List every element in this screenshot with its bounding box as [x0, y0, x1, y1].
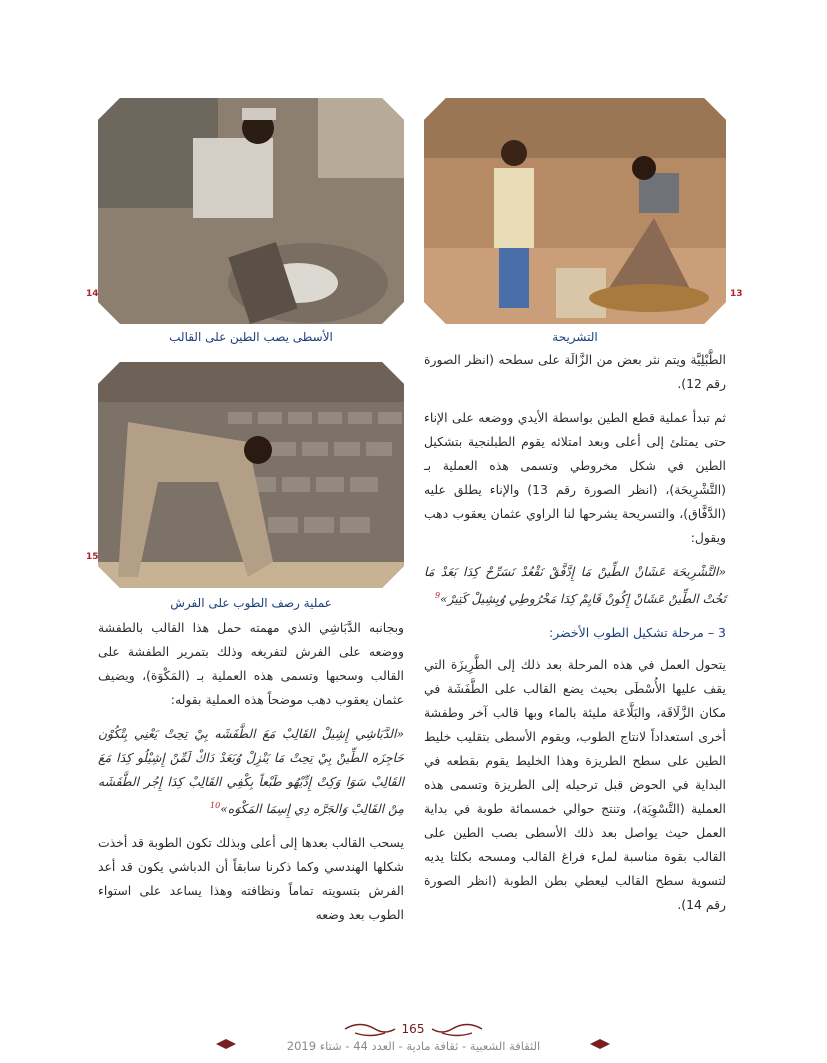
paragraph: ثم تبدأ عملية قطع الطين بواسطة الأيدي ووضعه على الإناء حتى يمتلئ إلى أعلى وبعد امتلائه يقوم الطبلنجية بتشكيل الطين في شكل مخروطي وتسمى هذه العملية بـ (التَّشْرِيحَة)، (انظر الصورة رقم 13) والإناء يطلق عليه (الدَّفَّاق)، والتسريحة يشرحها لنا الراوي عثمان يعقوب دهب ويقول: [424, 410, 726, 545]
photo-laying-bricks-image [98, 362, 404, 588]
left-text-column [98, 616, 404, 937]
photo-tashriha-image [424, 98, 726, 324]
issue-info: الثقافة الشعبية - ثقافة مادية - العدد 44 - شتاء 2019 [286, 1039, 541, 1053]
paragraph: وبجانبه الدَّبَاشِي الذي مهمته حمل هذا القالب بالطفشة ووضعه على الفرش لتفريغه وذلك بتمرير الطفشة على القالب وسحبها وتسمى هذه العملية بـ (المَكْوَة)، ويضيف عثمان يعقوب دهب موضحاً هذه العملية بقوله: [98, 620, 404, 707]
photo-laying-bricks [98, 362, 404, 588]
paragraph: يتحول العمل في هذه المرحلة بعد ذلك إلى الطَّرِيزَة التي يقف عليها الأُسْطَى بحيث يضع القالب على الطَّفَشَة في مكان الزَّلَاقَة، والبَلَّاعَة مليئة بالماء وبها قالب آخر وطفشة أخرى استعداداً لانتاج الطوب، ويقوم الأسطى بتقليب خليط الطين على سطح الطريزة وهذا الخليط يقوم بقطعه في البداية في الحوض قبل ترحيله إلى الطريزة وتسمى هذه العملية (التَّسْوِيَة)، وتنتج حوالي خمسمائة طوبة في بداية العمل حيث يواصل بعد ذلك الأسطى بصب الطين على القالب بقوة مناسبة لملء فراغ القالب ومسحه بكلتا يديه لتسوية سطح القالب ليعطي بطن الطوبة (انظر الصورة رقم 14). [424, 657, 726, 913]
paragraph: يسحب القالب بعدها إلى أعلى وبذلك تكون الطوبة قد أخذت شكلها الهندسي وكما ذكرنا سابقاً أن الدباشي يكون قد أعد الفرش بتسويته تماماً ونظافته وهذا يساعد على استواء الطوب بعد وضعه [98, 835, 404, 923]
footnote-ref: 9 [434, 591, 441, 600]
quote-text: «الدَّبَاشِي إِشِيلْ القَالِبْ مَعَ الطَّفَشَه بِيْ تِحِتْ يَعْنِي بِتْكُوْن حَاجِزَه الطِّينْ بِيْ تِحِتْ مَا يَنْزِلْ وُبَعَدْ دَاكْ لَمِّنْ إِشِيْلُو كِدَا مَعَ القَالِبْ سَوَا وَكِتْ إِدِّيْهُو طَبْعاً بِكْفِي القَالِبْ كِدَا إِجُر الطَّفَشَه مِنْ القَالِبْ وَالجَرَّه دِي إِسِمَا المَكْوَه» [98, 727, 404, 817]
photo-tashriha [424, 98, 726, 324]
right-text-column [424, 348, 726, 927]
quote-text: «التَّشْرِيحَة عَشَانْ الطِّينْ مَا إِدَّفَّقْ نَقْعُدْ نَسَرِّحْ كِدَا بَعَدْ مَا تَخُتْ الطِّينْ عَشَانْ إِكُونْ قَايِمْ كِدَا مَخْرُوطِي وُيِشِيلْ كَتِيرْ» [424, 565, 726, 607]
photo-13-number: 13 [730, 289, 743, 299]
photo-13-caption: التشريحة [552, 330, 598, 344]
photo-14-caption: الأسطى يصب الطين على القالب [169, 330, 333, 344]
quote [98, 722, 404, 821]
photo-pouring-clay-image [98, 98, 404, 324]
photo-15-number: 15 [86, 552, 99, 562]
footnote-ref: 10 [210, 801, 221, 810]
section-heading: 3 – مرحلة تشكيل الطوب الأخضر: [548, 625, 726, 641]
quote [424, 560, 726, 611]
photo-pouring-clay [98, 98, 404, 324]
photo-15-caption: عملية رصف الطوب على الفرش [170, 596, 332, 610]
photo-14-number: 14 [86, 289, 99, 299]
page-number: 165 [401, 1022, 425, 1036]
paragraph: الطَّبْلِيَّة ويتم نثر بعض من الزَّالَة على سطحه (انظر الصورة رقم 12). [424, 352, 726, 391]
